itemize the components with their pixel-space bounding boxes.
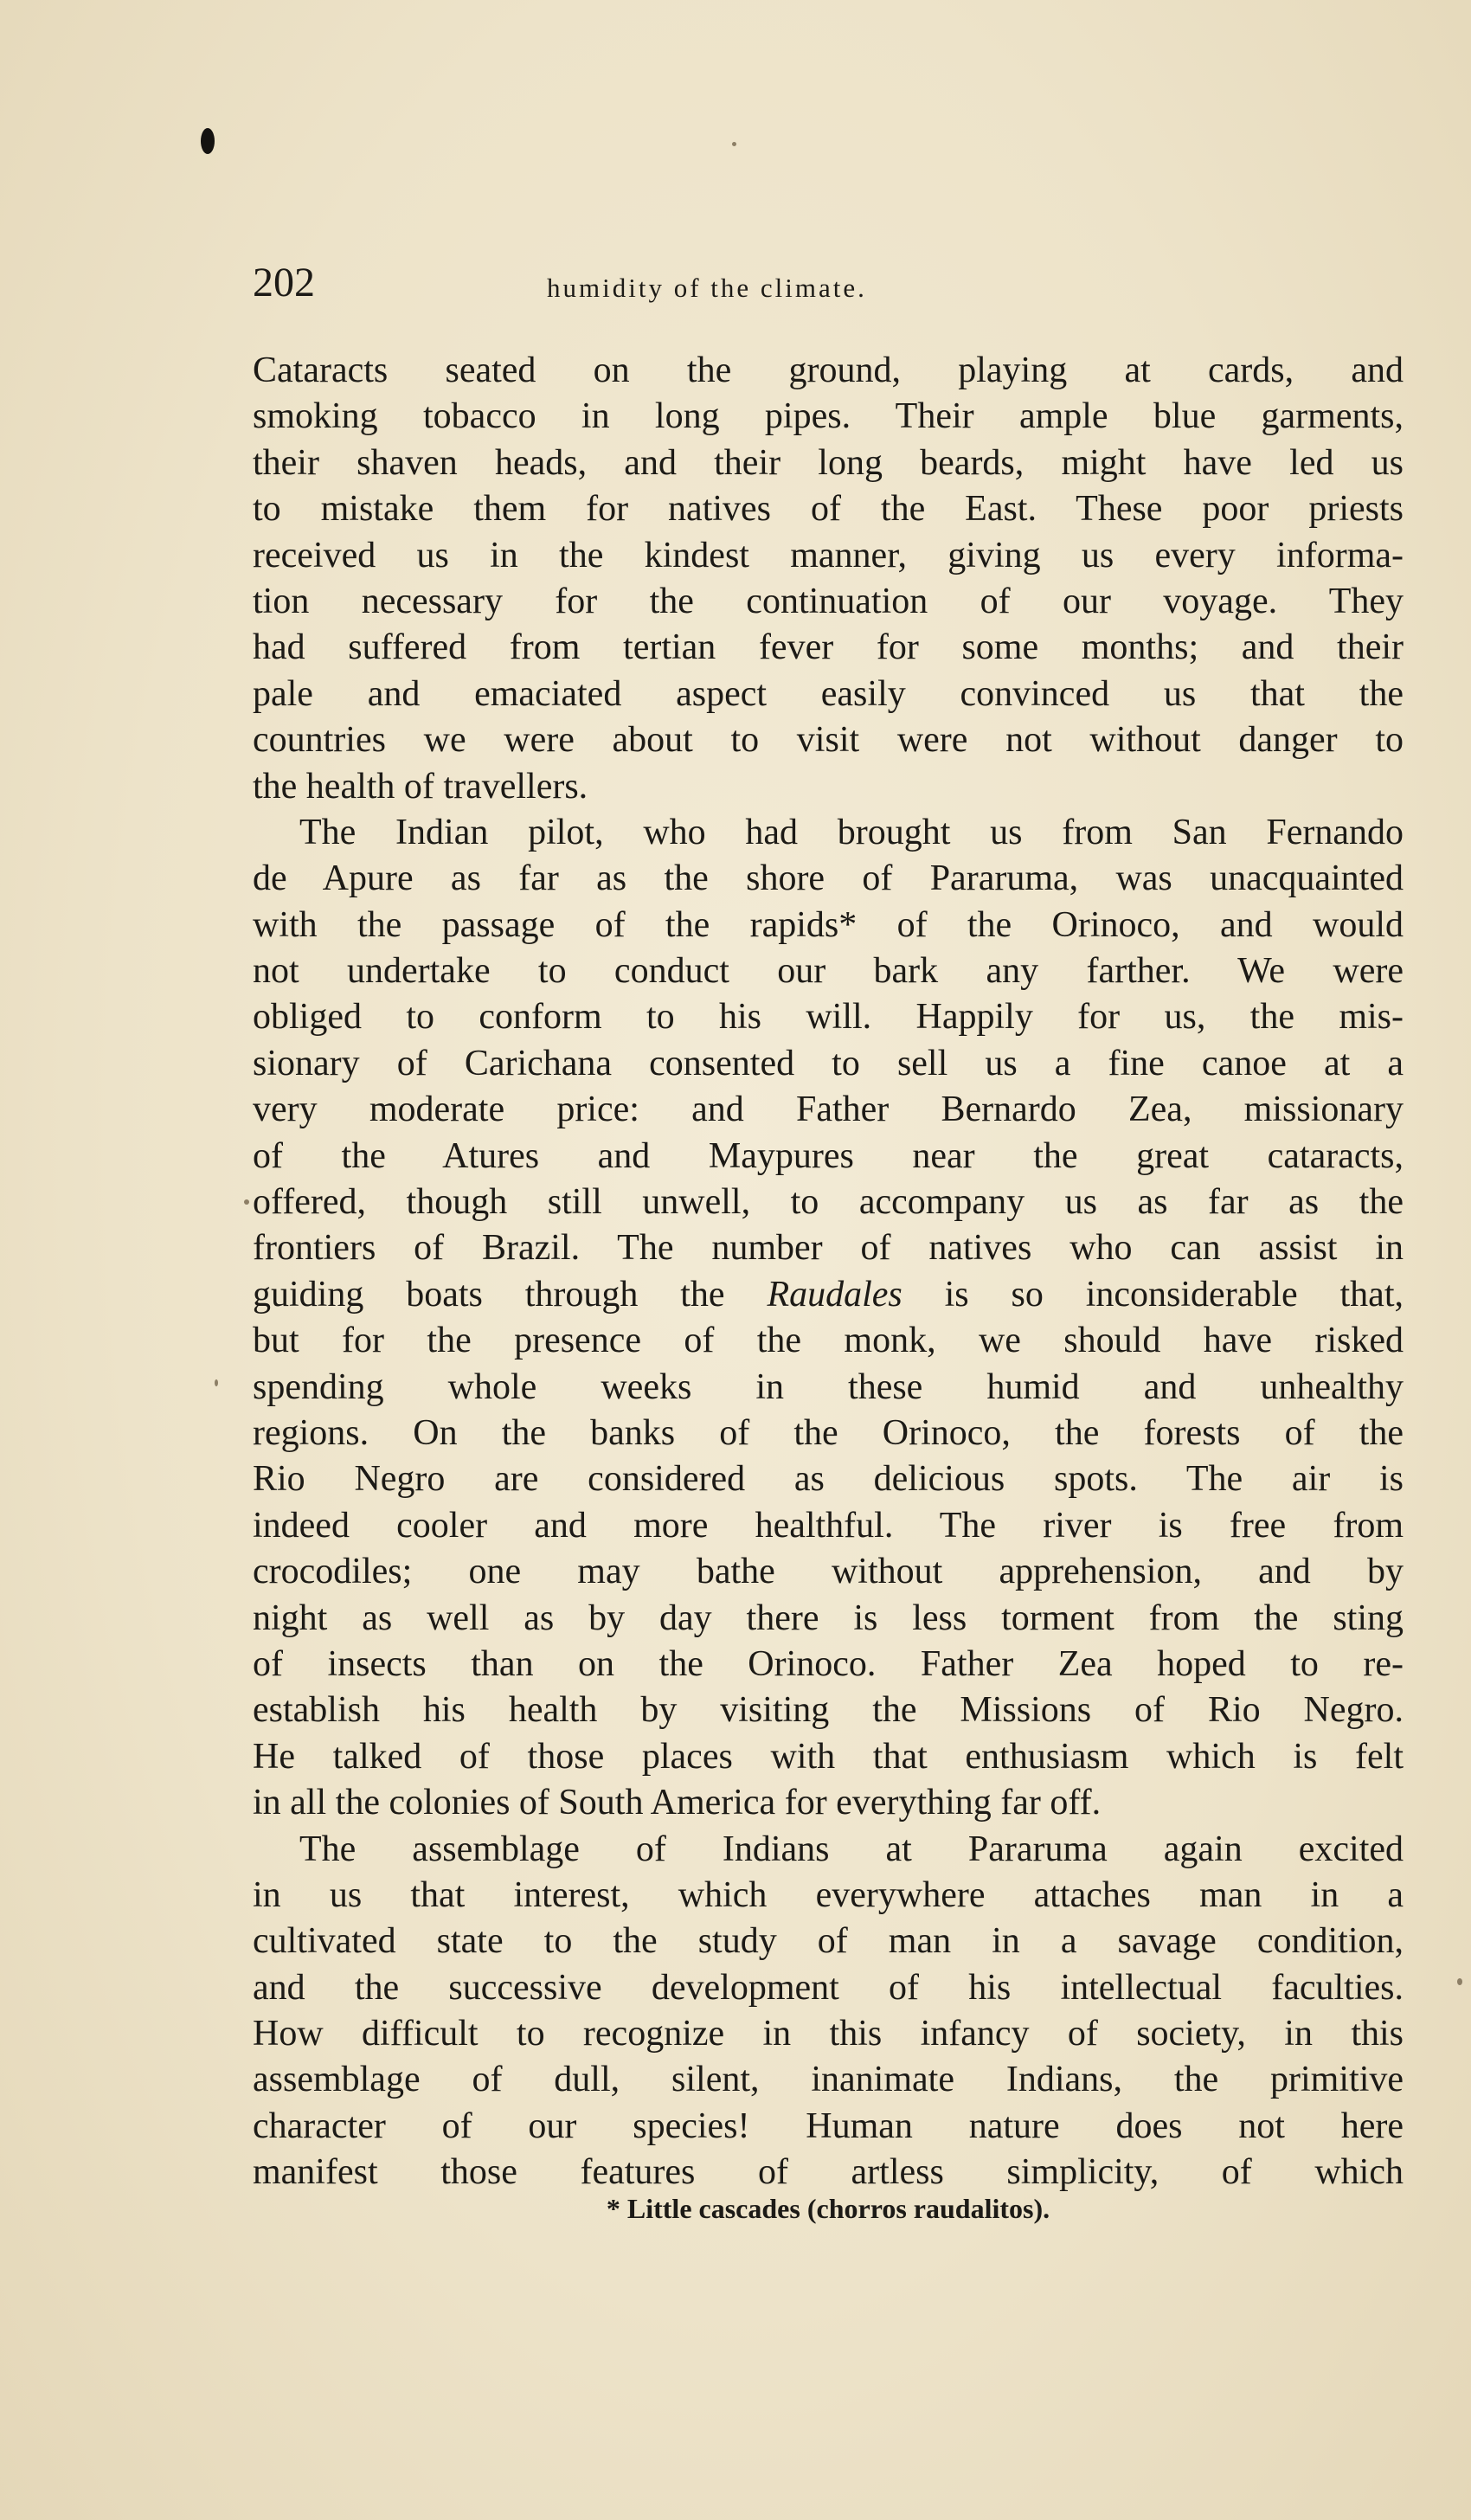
- text-line: sionary of Carichana consented to sell us a fine canoe at a: [253, 1043, 1404, 1083]
- text-line: but for the presence of the monk, we should have risked: [253, 1321, 1404, 1361]
- text-line: Rio Negro are considered as delicious spots. The air is: [253, 1459, 1404, 1500]
- text-line: regions. On the banks of the Orinoco, the forests of the: [253, 1412, 1404, 1453]
- text-line: offered, though still unwell, to accompany us as far as the: [253, 1182, 1404, 1223]
- text-line: guiding boats through the Raudales is so inconsiderable that,: [253, 1274, 1404, 1315]
- body-text: [253, 348, 1404, 2196]
- text-line: of insects than on the Orinoco. Father Zea hoped to re-: [253, 1643, 1404, 1684]
- paragraph-2: [253, 810, 1404, 1827]
- paragraph-3: [253, 1827, 1404, 2196]
- ink-blot-mark: [201, 128, 215, 154]
- text-line: smoking tobacco in long pipes. Their ample blue garments,: [253, 396, 1404, 437]
- footnote: * Little cascades (chorros raudalitos).: [606, 2193, 1050, 2224]
- text-line: with the passage of the rapids* of the Orinoco, and would: [253, 904, 1404, 945]
- text-line: How difficult to recognize in this infancy of society, in this: [253, 2014, 1404, 2054]
- text-line: not undertake to conduct our bark any farther. We were: [253, 951, 1404, 992]
- text-line: and the successive development of his intellectual faculties.: [253, 1967, 1404, 2008]
- paragraph-1: [253, 348, 1404, 810]
- text-line: the health of travellers.: [253, 766, 588, 807]
- text-line: spending whole weeks in these humid and unhealthy: [253, 1366, 1404, 1407]
- text-line: countries we were about to visit were not without danger to: [253, 720, 1404, 761]
- text-line: obliged to conform to his will. Happily for us, the mis-: [253, 997, 1404, 1038]
- paper-speck: [244, 1199, 249, 1205]
- text-line: in us that interest, which everywhere attaches man in a: [253, 1874, 1404, 1915]
- running-title: humidity of the climate.: [547, 273, 867, 303]
- text-line: in all the colonies of South America for everything far off.: [253, 1783, 1102, 1823]
- text-line: very moderate price: and Father Bernardo Zea, missionary: [253, 1090, 1404, 1130]
- paper-speck: [1457, 1978, 1462, 1985]
- text-line: their shaven heads, and their long beards, might have led us: [253, 442, 1404, 483]
- text-line: The assemblage of Indians at Pararuma again excited: [299, 1829, 1404, 1869]
- page-header: [253, 253, 1404, 313]
- text-line: had suffered from tertian fever for some months; and their: [253, 627, 1404, 668]
- text-line: indeed cooler and more healthful. The river is free from: [253, 1505, 1404, 1546]
- paper-speck: [732, 142, 736, 146]
- text-line: crocodiles; one may bathe without apprehension, and by: [253, 1552, 1404, 1592]
- italic-term: Raudales: [767, 1274, 903, 1315]
- text-line: of the Atures and Maypures near the great cataracts,: [253, 1135, 1404, 1176]
- text-line: establish his health by visiting the Missions of Rio Negro.: [253, 1690, 1404, 1731]
- text-line: cultivated state to the study of man in a savage condition,: [253, 1921, 1404, 1962]
- page-number: 202: [253, 260, 315, 305]
- text-line: Cataracts seated on the ground, playing at cards, and: [253, 350, 1404, 390]
- text-line: frontiers of Brazil. The number of natives who can assist in: [253, 1228, 1404, 1269]
- text-line: de Apure as far as the shore of Pararuma, was unacquainted: [253, 858, 1404, 899]
- text-line: He talked of those places with that enthusiasm which is felt: [253, 1736, 1404, 1777]
- text-line: pale and emaciated aspect easily convinced us that the: [253, 673, 1404, 714]
- text-line: manifest those features of artless simplicity, of which: [253, 2152, 1404, 2193]
- text-line: received us in the kindest manner, giving us every informa-: [253, 535, 1404, 575]
- text-line: character of our species! Human nature does not here: [253, 2105, 1404, 2146]
- text-line: to mistake them for natives of the East. These poor priests: [253, 489, 1404, 530]
- text-line: tion necessary for the continuation of our voyage. They: [253, 581, 1404, 621]
- text-line: night as well as by day there is less torment from the sting: [253, 1598, 1404, 1638]
- text-line: The Indian pilot, who had brought us from San Fernando: [299, 812, 1404, 852]
- text-line: assemblage of dull, silent, inanimate Indians, the primitive: [253, 2060, 1404, 2100]
- paper-speck: [215, 1379, 218, 1386]
